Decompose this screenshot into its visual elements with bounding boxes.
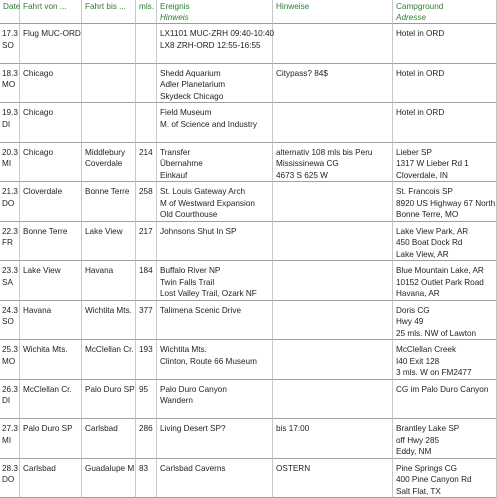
cell-line: Living Desert SP? xyxy=(160,423,226,434)
cell-event[interactable] xyxy=(157,182,273,222)
cell-line: DO xyxy=(2,474,14,485)
cell-line: 22.3 xyxy=(2,226,18,237)
cell-line: Hwy 49 xyxy=(396,316,423,327)
cell-line: Havana xyxy=(23,305,51,316)
cell-from[interactable] xyxy=(20,64,82,104)
cell-to[interactable] xyxy=(82,261,136,301)
cell-line: Citypass? 84$ xyxy=(276,68,328,79)
cell-line: SA xyxy=(2,277,13,288)
cell-campground[interactable] xyxy=(393,419,497,459)
cell-line: 184 xyxy=(139,265,153,276)
cell-line: 23.3 xyxy=(2,265,18,276)
cell-line: 10152 Outlet Park Road xyxy=(396,277,484,288)
cell-line: Palo Duro SP xyxy=(85,384,135,395)
cell-notes[interactable] xyxy=(273,24,393,64)
cell-notes[interactable] xyxy=(273,103,393,143)
cell-line: 1317 W Lieber Rd 1 xyxy=(396,158,469,169)
cell-event[interactable] xyxy=(157,261,273,301)
cell-line: 217 xyxy=(139,226,153,237)
header-title: Campground xyxy=(396,2,495,11)
cell-date[interactable] xyxy=(0,301,20,341)
cell-from[interactable] xyxy=(20,103,82,143)
cell-line: McClellan Cr. xyxy=(23,384,72,395)
cell-date[interactable] xyxy=(0,222,20,262)
cell-line: FR xyxy=(2,237,13,248)
cell-to[interactable] xyxy=(82,301,136,341)
cell-line: Hotel in ORD xyxy=(396,68,444,79)
cell-line: Shedd Aquarium xyxy=(160,68,221,79)
cell-line: 28.3 xyxy=(2,463,18,474)
header-title: Ereignis xyxy=(160,2,271,11)
cell-date[interactable] xyxy=(0,182,20,222)
cell-to[interactable] xyxy=(82,24,136,64)
cell-line: Wichtita Mts. xyxy=(160,344,207,355)
cell-date[interactable] xyxy=(0,419,20,459)
cell-line: 377 xyxy=(139,305,153,316)
header-subtitle: Adresse xyxy=(396,13,426,22)
cell-line: 95 xyxy=(139,384,148,395)
cell-line: MO xyxy=(2,356,15,367)
cell-line: McClellan Creek xyxy=(396,344,456,355)
cell-line: LX8 ZRH-ORD 12:55-16:55 xyxy=(160,40,261,51)
cell-line: Johnsons Shut In SP xyxy=(160,226,236,237)
cell-line: Wandern xyxy=(160,395,193,406)
cell-from[interactable] xyxy=(20,301,82,341)
cell-event[interactable] xyxy=(157,24,273,64)
cell-line: Guadalupe M xyxy=(85,463,134,474)
cell-line: Salt Flat, TX xyxy=(396,486,441,497)
cell-line: Buffalo River NP xyxy=(160,265,220,276)
cell-line: 20.3 xyxy=(2,147,18,158)
cell-event[interactable] xyxy=(157,301,273,341)
cell-to[interactable] xyxy=(82,222,136,262)
cell-line: Talimena Scenic Drive xyxy=(160,305,241,316)
cell-line: Carlsbad Caverns xyxy=(160,463,226,474)
cell-line: 8920 US Highway 67 North xyxy=(396,198,495,209)
cell-from[interactable] xyxy=(20,24,82,64)
cell-miles[interactable] xyxy=(136,261,157,301)
cell-from[interactable] xyxy=(20,222,82,262)
cell-line: Lake View, AR xyxy=(396,249,449,260)
cell-line: Wichtita Mts. xyxy=(85,305,132,316)
cell-line: I40 Exit 128 xyxy=(396,356,439,367)
cell-line: Blue Mountain Lake, AR xyxy=(396,265,484,276)
cell-notes[interactable] xyxy=(273,419,393,459)
cell-date[interactable] xyxy=(0,143,20,183)
cell-line: DI xyxy=(2,119,10,130)
cell-line: 27.3 xyxy=(2,423,18,434)
cell-notes[interactable] xyxy=(273,261,393,301)
cell-line: Field Museum xyxy=(160,107,211,118)
header-event[interactable] xyxy=(157,0,273,24)
cell-notes[interactable] xyxy=(273,301,393,341)
cell-campground[interactable] xyxy=(393,24,497,64)
cell-line: alternativ 108 mls bis Peru xyxy=(276,147,372,158)
cell-notes[interactable] xyxy=(273,222,393,262)
cell-line: 83 xyxy=(139,463,148,474)
cell-to[interactable] xyxy=(82,380,136,420)
cell-line: Lake View xyxy=(23,265,61,276)
cell-line: Twin Falls Trail xyxy=(160,277,214,288)
cell-campground[interactable] xyxy=(393,261,497,301)
cell-line: St. Francois SP xyxy=(396,186,453,197)
header-miles[interactable] xyxy=(136,0,157,24)
cell-to[interactable] xyxy=(82,459,136,498)
header-from[interactable] xyxy=(20,0,82,24)
cell-notes[interactable] xyxy=(273,380,393,420)
cell-line: Hotel in ORD xyxy=(396,107,444,118)
cell-from[interactable] xyxy=(20,380,82,420)
cell-line: Palo Duro SP xyxy=(23,423,73,434)
header-title: Fahrt von ... xyxy=(23,2,80,11)
cell-line: DI xyxy=(2,395,10,406)
cell-date[interactable] xyxy=(0,459,20,498)
cell-miles[interactable] xyxy=(136,222,157,262)
cell-from[interactable] xyxy=(20,459,82,498)
cell-line: MI xyxy=(2,435,11,446)
cell-miles[interactable] xyxy=(136,380,157,420)
cell-line: Bonne Terre xyxy=(23,226,67,237)
cell-line: Lieber SP xyxy=(396,147,432,158)
cell-line: Cloverdale xyxy=(23,186,62,197)
cell-line: DO xyxy=(2,198,14,209)
cell-miles[interactable] xyxy=(136,301,157,341)
cell-line: Eddy, NM xyxy=(396,446,431,457)
cell-line: Chicago xyxy=(23,147,53,158)
header-title: Hinweise xyxy=(276,2,391,11)
cell-date[interactable] xyxy=(0,261,20,301)
header-title: Date xyxy=(3,2,18,11)
cell-line: 26.3 xyxy=(2,384,18,395)
cell-line: Adler Planetarium xyxy=(160,79,225,90)
cell-line: Hotel in ORD xyxy=(396,28,444,39)
cell-line: 4673 S 625 W xyxy=(276,170,328,181)
cell-line: 25 mls. NW of Lawton xyxy=(396,328,476,339)
cell-date[interactable] xyxy=(0,24,20,64)
header-title: mls. xyxy=(139,2,155,11)
header-campground[interactable] xyxy=(393,0,497,24)
cell-line: Cloverdale, IN xyxy=(396,170,448,181)
cell-date[interactable] xyxy=(0,103,20,143)
cell-line: Havana, AR xyxy=(396,288,440,299)
cell-line: 25.3 xyxy=(2,344,18,355)
cell-line: 3 mls. W on FM2477 xyxy=(396,367,472,378)
cell-event[interactable] xyxy=(157,340,273,380)
cell-to[interactable] xyxy=(82,182,136,222)
cell-line: off Hwy 285 xyxy=(396,435,439,446)
cell-campground[interactable] xyxy=(393,222,497,262)
cell-miles[interactable] xyxy=(136,64,157,104)
cell-miles[interactable] xyxy=(136,103,157,143)
cell-line: Transfer xyxy=(160,147,190,158)
cell-line: Brantley Lake SP xyxy=(396,423,459,434)
cell-event[interactable] xyxy=(157,380,273,420)
cell-date[interactable] xyxy=(0,340,20,380)
cell-miles[interactable] xyxy=(136,419,157,459)
cell-line: Bonne Terre, MO xyxy=(396,209,458,220)
cell-campground[interactable] xyxy=(393,182,497,222)
cell-line: 450 Boat Dock Rd xyxy=(396,237,462,248)
cell-campground[interactable] xyxy=(393,103,497,143)
cell-notes[interactable] xyxy=(273,182,393,222)
cell-from[interactable] xyxy=(20,182,82,222)
cell-line: 21.3 xyxy=(2,186,18,197)
cell-line: Carlsbad xyxy=(23,463,56,474)
cell-line: 193 xyxy=(139,344,153,355)
cell-campground[interactable] xyxy=(393,301,497,341)
cell-line: 18.3 xyxy=(2,68,18,79)
cell-line: Übernahme xyxy=(160,158,203,169)
cell-from[interactable] xyxy=(20,340,82,380)
cell-from[interactable] xyxy=(20,419,82,459)
cell-line: Havana xyxy=(85,265,113,276)
cell-line: Lake View Park, AR xyxy=(396,226,468,237)
cell-campground[interactable] xyxy=(393,380,497,420)
cell-line: 286 xyxy=(139,423,153,434)
cell-line: MI xyxy=(2,158,11,169)
cell-miles[interactable] xyxy=(136,459,157,498)
cell-line: Palo Duro Canyon xyxy=(160,384,227,395)
header-date[interactable] xyxy=(0,0,20,24)
header-title: Fahrt bis ... xyxy=(85,2,134,11)
cell-line: M. of Science and Industry xyxy=(160,119,257,130)
cell-line: Lake View xyxy=(85,226,123,237)
cell-event[interactable] xyxy=(157,64,273,104)
cell-line: Doris CG xyxy=(396,305,430,316)
cell-line: 214 xyxy=(139,147,153,158)
cell-line: LX1101 MUC-ZRH 09:40-10:40 xyxy=(160,28,274,39)
cell-to[interactable] xyxy=(82,143,136,183)
cell-line: Middlebury xyxy=(85,147,125,158)
cell-line: Skydeck Chicago xyxy=(160,91,223,102)
cell-date[interactable] xyxy=(0,380,20,420)
cell-line: Chicago xyxy=(23,68,53,79)
cell-from[interactable] xyxy=(20,261,82,301)
cell-line: Flug MUC-ORD xyxy=(23,28,81,39)
header-subtitle: Hinweis xyxy=(160,13,189,22)
cell-line: Mississinewa CG xyxy=(276,158,339,169)
cell-line: M of Westward Expansion xyxy=(160,198,255,209)
cell-line: 400 Pine Canyon Rd xyxy=(396,474,472,485)
cell-line: OSTERN xyxy=(276,463,310,474)
cell-date[interactable] xyxy=(0,64,20,104)
cell-campground[interactable] xyxy=(393,143,497,183)
cell-line: Bonne Terre xyxy=(85,186,129,197)
cell-to[interactable] xyxy=(82,64,136,104)
cell-from[interactable] xyxy=(20,143,82,183)
cell-campground[interactable] xyxy=(393,64,497,104)
cell-notes[interactable] xyxy=(273,143,393,183)
cell-event[interactable] xyxy=(157,419,273,459)
cell-line: 19.3 xyxy=(2,107,18,118)
cell-line: SO xyxy=(2,40,14,51)
cell-event[interactable] xyxy=(157,103,273,143)
cell-event[interactable] xyxy=(157,222,273,262)
cell-line: Einkauf xyxy=(160,170,187,181)
cell-line: SO xyxy=(2,316,14,327)
cell-line: Lost Valley Trail, Ozark NF xyxy=(160,288,257,299)
cell-line: McClellan Cr. xyxy=(85,344,134,355)
header-notes[interactable] xyxy=(273,0,393,24)
cell-event[interactable] xyxy=(157,143,273,183)
cell-line: MO xyxy=(2,79,15,90)
cell-line: Pine Springs CG xyxy=(396,463,457,474)
cell-line: Old Courthouse xyxy=(160,209,217,220)
cell-notes[interactable] xyxy=(273,340,393,380)
cell-notes[interactable] xyxy=(273,64,393,104)
cell-line: 258 xyxy=(139,186,153,197)
cell-line: 17.3 xyxy=(2,28,18,39)
cell-campground[interactable] xyxy=(393,340,497,380)
cell-line: St. Louis Gateway Arch xyxy=(160,186,245,197)
cell-miles[interactable] xyxy=(136,143,157,183)
cell-line: CG im Palo Duro Canyon xyxy=(396,384,488,395)
cell-line: Clinton, Route 66 Museum xyxy=(160,356,257,367)
cell-line: Wichita Mts. xyxy=(23,344,68,355)
header-to[interactable] xyxy=(82,0,136,24)
cell-to[interactable] xyxy=(82,340,136,380)
cell-line: 24.3 xyxy=(2,305,18,316)
cell-to[interactable] xyxy=(82,103,136,143)
cell-line: bis 17:00 xyxy=(276,423,309,434)
cell-line: Chicago xyxy=(23,107,53,118)
cell-line: Carlsbad xyxy=(85,423,118,434)
cell-notes[interactable] xyxy=(273,459,393,498)
cell-miles[interactable] xyxy=(136,24,157,64)
cell-miles[interactable] xyxy=(136,340,157,380)
cell-to[interactable] xyxy=(82,419,136,459)
cell-line: Coverdale xyxy=(85,158,122,169)
cell-event[interactable] xyxy=(157,459,273,498)
cell-miles[interactable] xyxy=(136,182,157,222)
cell-campground[interactable] xyxy=(393,459,497,498)
